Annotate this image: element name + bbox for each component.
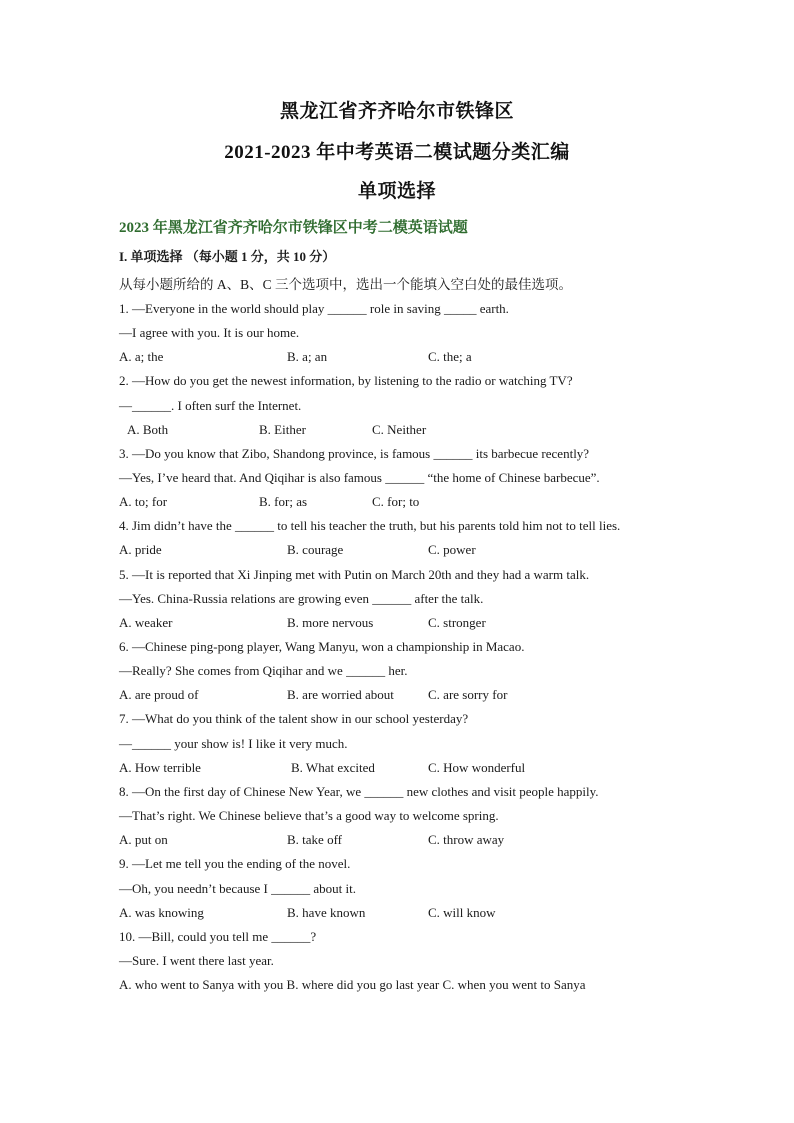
question-8-option-a: A. put on [119, 832, 168, 847]
question-7-option-b: B. What excited [291, 760, 375, 775]
question-1-option-b: B. a; an [287, 349, 328, 364]
question-10-options: A. who went to Sanya with you B. where did you go last year C. when you went to Sanya [119, 977, 586, 992]
question-4-option-a: A. pride [119, 542, 162, 557]
question-9-stem: 9. —Let me tell you the ending of the novel. [119, 856, 351, 871]
question-6-reply: —Really? She comes from Qiqihar and we ______ her. [119, 663, 408, 678]
question-10-reply: —Sure. I went there last year. [119, 953, 274, 968]
question-8-stem: 8. —On the first day of Chinese New Year, we ______ new clothes and visit people happily. [119, 784, 599, 799]
title-line-3: 单项选择 [357, 181, 436, 202]
question-9-option-c: C. will know [428, 905, 496, 920]
question-5-reply: —Yes. China-Russia relations are growing even ______ after the talk. [119, 591, 484, 606]
question-4-option-b: B. courage [287, 542, 344, 557]
question-1-option-a: A. a; the [119, 349, 164, 364]
instruction: 从每小题所给的 A、B、C 三个选项中，选出一个能填入空白处的最佳选项。 [119, 277, 573, 292]
question-3-stem: 3. —Do you know that Zibo, Shandong province, is famous ______ its barbecue recently? [119, 446, 590, 461]
question-9-option-b: B. have known [287, 905, 366, 920]
question-5-stem: 5. —It is reported that Xi Jinping met with Putin on March 20th and they had a warm talk. [119, 567, 590, 582]
question-6-option-b: B. are worried about [287, 687, 394, 702]
question-7-stem: 7. —What do you think of the talent show in our school yesterday? [119, 711, 469, 726]
question-6-option-c: C. are sorry for [428, 687, 508, 702]
question-8-option-c: C. throw away [428, 832, 505, 847]
question-1-option-c: C. the; a [428, 349, 472, 364]
question-5-option-b: B. more nervous [287, 615, 374, 630]
question-2-stem: 2. —How do you get the newest information, by listening to the radio or watching TV? [119, 373, 573, 388]
question-3-option-b: B. for; as [259, 494, 308, 509]
question-2-option-a: A. Both [127, 422, 169, 437]
question-8-option-b: B. take off [287, 832, 342, 847]
question-3-option-a: A. to; for [119, 494, 168, 509]
question-9-option-a: A. was knowing [119, 905, 204, 920]
title-line-1: 黑龙江省齐齐哈尔市铁锋区 [279, 101, 514, 122]
question-6-option-a: A. are proud of [119, 687, 199, 702]
question-1-reply: —I agree with you. It is our home. [119, 325, 300, 340]
question-2-option-b: B. Either [259, 422, 306, 437]
question-10-stem: 10. —Bill, could you tell me ______? [119, 929, 317, 944]
question-8-reply: —That’s right. We Chinese believe that’s a good way to welcome spring. [119, 808, 499, 823]
question-6-stem: 6. —Chinese ping-pong player, Wang Manyu, won a championship in Macao. [119, 639, 525, 654]
question-2-reply: —______. I often surf the Internet. [119, 398, 302, 413]
question-5-option-a: A. weaker [119, 615, 173, 630]
question-2-option-c: C. Neither [372, 422, 427, 437]
question-7-option-c: C. How wonderful [428, 760, 526, 775]
question-4-option-c: C. power [428, 542, 476, 557]
question-9-reply: —Oh, you needn’t because I ______ about it. [119, 881, 356, 896]
question-3-option-c: C. for; to [372, 494, 420, 509]
title-line-2: 2021-2023 年中考英语二模试题分类汇编 [224, 142, 570, 163]
question-7-option-a: A. How terrible [119, 760, 201, 775]
question-5-option-c: C. stronger [428, 615, 486, 630]
question-3-reply: —Yes, I’ve heard that. And Qiqihar is also famous ______ “the home of Chinese barbecue”. [119, 470, 600, 485]
question-1-stem: 1. —Everyone in the world should play ______ role in saving _____ earth. [119, 301, 509, 316]
part-heading: I. 单项选择 （每小题 1 分，共 10 分） [119, 249, 336, 264]
question-7-reply: —______ your show is! I like it very much. [119, 736, 348, 751]
question-4-stem: 4. Jim didn’t have the ______ to tell his teacher the truth, but his parents told him not to tell lies. [119, 518, 621, 533]
section-title: 2023 年黑龙江省齐齐哈尔市铁锋区中考二模英语试题 [119, 220, 468, 236]
